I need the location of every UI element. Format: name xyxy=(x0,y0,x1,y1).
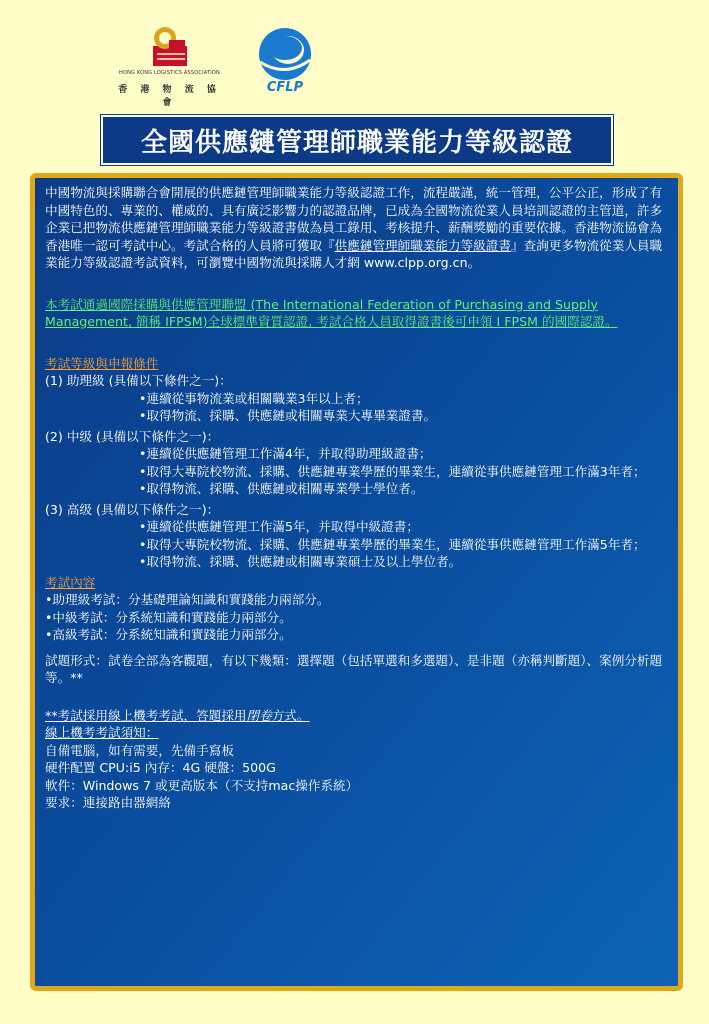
content-item: •中級考試：分系統知識和實踐能力兩部分。 xyxy=(45,609,292,625)
level-requirement: •連續從事物流業或相關職業3年以上者； xyxy=(139,390,369,406)
hk-logistics-association-logo xyxy=(117,22,222,108)
content-item: •助理級考試：分基礎理論知識和實踐能力兩部分。 xyxy=(45,592,330,607)
content-item: •高級考試：分系統知識和實踐能力兩部分。 xyxy=(45,627,292,642)
hk-logistics-emblem-icon xyxy=(147,24,193,68)
online-item: 硬件配置 CPU:i5 內存：4G 硬盤：500G xyxy=(45,760,276,775)
cflp-logo xyxy=(252,26,318,101)
level-intermediate xyxy=(45,428,669,498)
hk-association-chinese-name: 香 港 物 流 協 會 xyxy=(118,85,221,108)
online-note-prefix: **考試採用線上機考考試，答題採用 xyxy=(45,707,247,723)
level-label: (2) 中级 (具備以下條件之一)： xyxy=(45,428,220,444)
ifpsm-note: 本考試通過國際採購與供應管理聯盟 (The International Federation of Purchasing and Supply Management, 簡稱 IFPSM)全球標準資質認證, 考試合格人員取得證書後可申領 I FPSM 的國際認證。 xyxy=(45,296,618,329)
hk-association-english-name: HONG KONG LOGISTICS ASSOCIATION xyxy=(119,70,220,76)
level-label: (1) 助理級 (具備以下條件之一)： xyxy=(45,373,232,388)
intro-text: 中國物流與採購聯合會開展的供應鏈管理師職業能力等級認證工作，流程嚴謹，統一管理，公平公正，形成了有中國特色的、專業的、權威的、具有廣泛影響力的認證品牌，已成為全國物流從業人員培訓認證的主管道，許多企業已把物流供應鏈管理師職業能力等級證書做為員工錄用、考核提升、薪酬獎勵的重要依據。香港物流協會為香港唯一認可考試中心。考試合格的人員將可獲取『 xyxy=(45,185,663,253)
intro-paragraph xyxy=(45,184,669,272)
exam-format: 試題形式：試卷全部為客觀題，有以下幾類：選擇題（包括單選和多選題）、是非題（亦稱判斷題）、案例分析題等。** xyxy=(45,652,663,685)
online-item: 軟件：Windows 7 或更高版本（不支持mac操作系統） xyxy=(45,777,359,793)
page-title: 全國供應鏈管理師職業能力等級認證 xyxy=(140,127,573,158)
content-heading: 考試內容 xyxy=(45,574,96,590)
certificate-name: 供應鏈管理師職業能力等級證書 xyxy=(334,237,511,253)
level-requirement: •取得物流、採購、供應鏈或相關專業大專畢業證書。 xyxy=(139,408,437,423)
title-banner xyxy=(101,115,613,165)
levels-heading: 考試等級與申報條件 xyxy=(45,355,159,371)
intro-tail: 』查詢更多物流從業人員職業能力等級認證考試資料，可瀏覽中國物流與採購人才網 www.clpp.org.cn。 xyxy=(45,237,663,270)
level-senior xyxy=(45,501,669,571)
level-requirement: •取得物流、採購、供應鏈或相關專業碩士及以上學位者。 xyxy=(139,554,462,569)
logo-bar xyxy=(0,0,709,110)
cflp-wordmark: CFLP xyxy=(266,80,304,95)
level-requirement: •連續從供應鏈管理工作滿4年，并取得助理級證書； xyxy=(139,446,432,461)
level-assistant xyxy=(45,372,669,425)
cflp-globe-icon xyxy=(252,26,318,82)
content-body xyxy=(45,184,669,812)
online-item: 自備電腦，如有需要，先備手寫板 xyxy=(45,742,234,758)
level-requirement: •取得大專院校物流、採購、供應鏈專業學歷的畢業生，連續從事供應鏈管理工作滿5年者； xyxy=(139,536,646,552)
level-requirement: •取得大專院校物流、採購、供應鏈專業學歷的畢業生，連續從事供應鏈管理工作滿3年者； xyxy=(139,463,646,479)
online-exam-note xyxy=(45,707,669,725)
online-note-suffix: 方式。 xyxy=(271,707,310,723)
level-requirement: •取得物流、採購、供應鏈或相關專業學士學位者。 xyxy=(139,481,424,496)
online-note-emphasis: 閉卷 xyxy=(246,707,272,723)
content-panel xyxy=(30,173,683,991)
level-requirement: •連續從供應鏈管理工作滿5年，并取得中級證書； xyxy=(139,519,419,534)
online-item: 要求：連接路由器網絡 xyxy=(45,795,171,810)
level-label: (3) 高级 (具備以下條件之一)： xyxy=(45,501,220,517)
online-exam-heading: 線上機考考試須知： xyxy=(45,725,159,740)
